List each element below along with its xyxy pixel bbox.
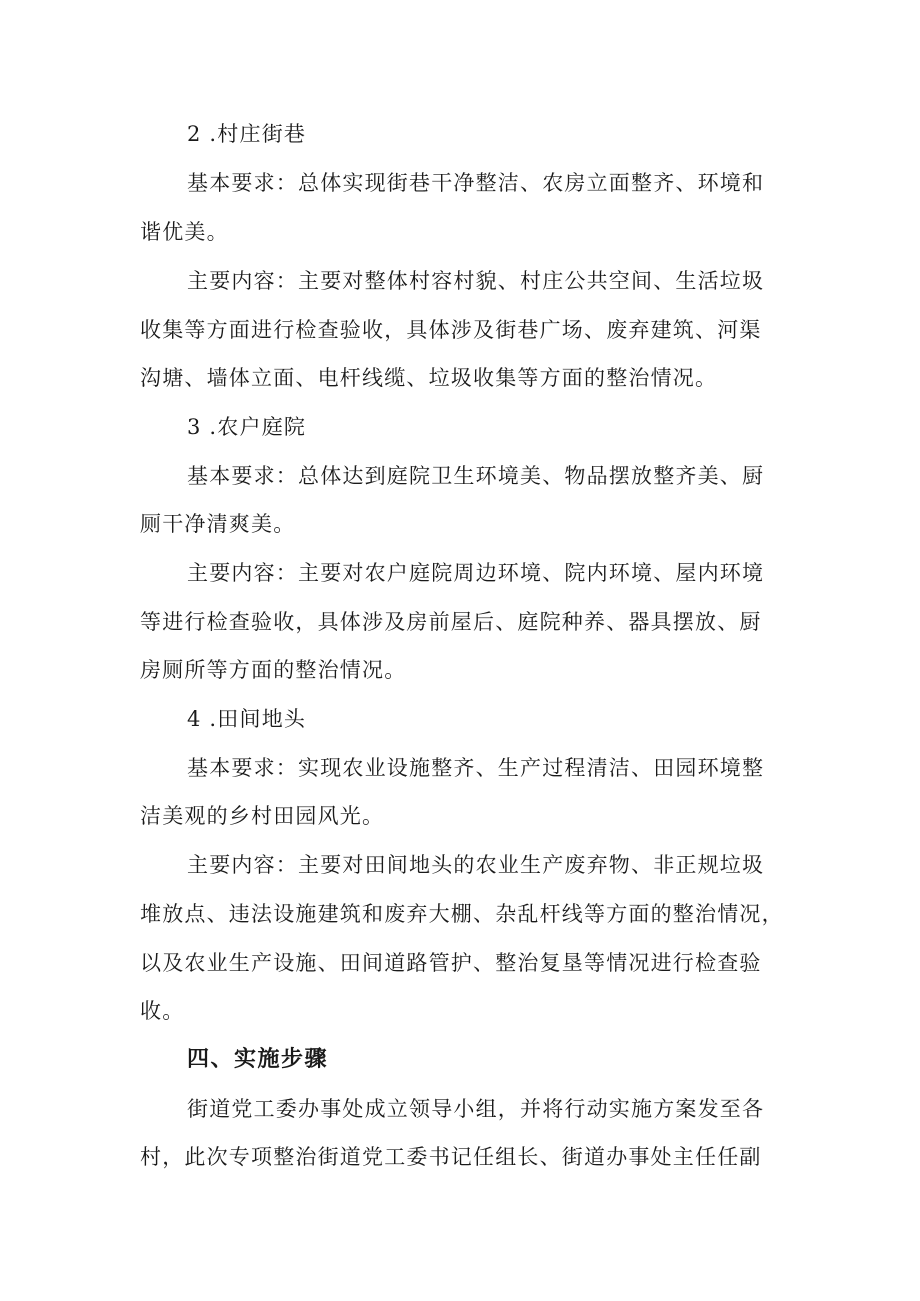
paragraph-line: 村，此次专项整治街道党工委书记任组长、街道办事处主任任副 bbox=[140, 1145, 762, 1169]
paragraph-line: 基本要求：总体达到庭院卫生环境美、物品摆放整齐美、厨 bbox=[187, 464, 765, 488]
paragraph-line: 收。 bbox=[140, 999, 185, 1023]
paragraph-line: 等进行检查验收，具体涉及房前屋后、庭院种养、器具摆放、厨 bbox=[140, 610, 762, 634]
section-heading-implementation-steps: 四、实施步骤 bbox=[187, 1047, 329, 1072]
paragraph-line: 以及农业生产设施、田间道路管护、整治复垦等情况进行检查验 bbox=[140, 951, 762, 975]
paragraph-line: 洁美观的乡村田园风光。 bbox=[140, 804, 385, 828]
paragraph-line: 主要内容：主要对田间地头的农业生产废弃物、非正规垃圾 bbox=[187, 853, 765, 877]
paragraph-line: 基本要求：总体实现街巷干净整洁、农房立面整齐、环境和 bbox=[187, 171, 765, 195]
paragraph-line: 街道党工委办事处成立领导小组，并将行动实施方案发至各 bbox=[187, 1097, 765, 1121]
paragraph-line: 收集等方面进行检查验收，具体涉及街巷广场、废弃建筑、河渠 bbox=[140, 318, 762, 342]
paragraph-line: 厕干净清爽美。 bbox=[140, 512, 296, 536]
subheading-fields: 4 .田间地头 bbox=[187, 707, 307, 731]
paragraph-line: 主要内容：主要对农户庭院周边环境、院内环境、屋内环境 bbox=[187, 561, 765, 585]
paragraph-line: 谐优美。 bbox=[140, 220, 229, 244]
subheading-village-streets: 2 .村庄街巷 bbox=[187, 122, 307, 146]
paragraph-line: 基本要求：实现农业设施整齐、生产过程清洁、田园环境整 bbox=[187, 756, 765, 780]
paragraph-line: 沟塘、墙体立面、电杆线缆、垃圾收集等方面的整治情况。 bbox=[140, 366, 718, 390]
subheading-farm-courtyard: 3 .农户庭院 bbox=[187, 415, 307, 439]
paragraph-line: 房厕所等方面的整治情况。 bbox=[140, 658, 407, 682]
paragraph-line: 主要内容：主要对整体村容村貌、村庄公共空间、生活垃圾 bbox=[187, 269, 765, 293]
paragraph-line: 堆放点、违法设施建筑和废弃大棚、杂乱杆线等方面的整治情况， bbox=[140, 902, 784, 926]
